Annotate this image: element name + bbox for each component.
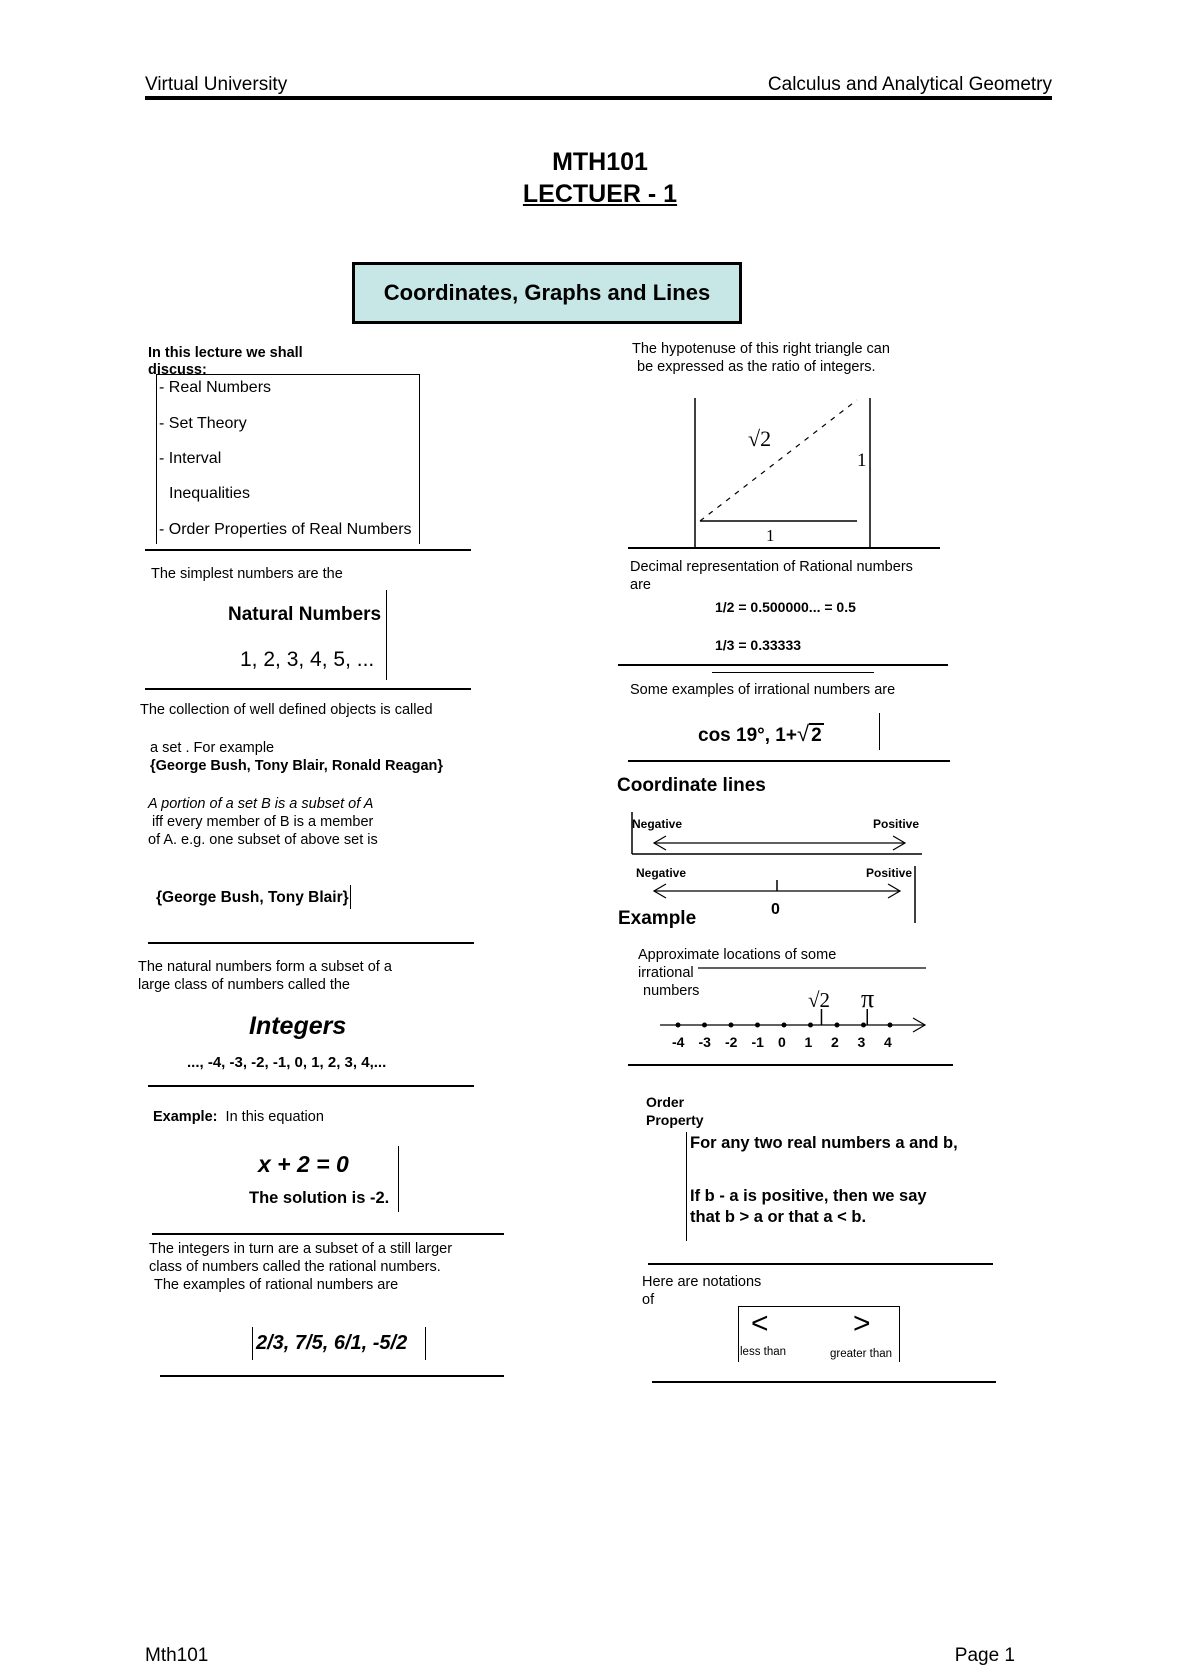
natural-sequence: 1, 2, 3, 4, 5, ...	[240, 648, 375, 671]
sets-definition: The collection of well defined objects is called	[140, 702, 433, 718]
header-left: Virtual University	[145, 74, 288, 95]
number-line-tick-label: 3	[857, 1034, 866, 1050]
integers-sequence: ..., -4, -3, -2, -1, 0, 1, 2, 3, 4,...	[187, 1054, 387, 1071]
sqrt-symbol: √	[796, 721, 810, 746]
approx-line-1: Approximate locations of some	[638, 947, 837, 963]
lecture-title: LECTUER - 1	[522, 180, 678, 208]
order-label-1: Order	[646, 1094, 685, 1110]
topic-item: - Order Properties of Real Numbers	[159, 521, 412, 538]
rationals-line-3: The examples of rational numbers are	[154, 1277, 399, 1293]
topic-item: - Set Theory	[159, 415, 247, 432]
topic-item: - Interval	[159, 450, 222, 467]
number-line-tick-label: -2	[725, 1034, 738, 1050]
hypotenuse-label: √2	[748, 426, 772, 451]
coordinate-lines-title: Coordinate lines	[617, 775, 766, 796]
natural-intro: The simplest numbers are the	[151, 566, 343, 582]
number-line-tick	[729, 1023, 734, 1028]
approx-line-2: irrational	[638, 965, 694, 981]
triangle-line-2: be expressed as the ratio of integers.	[637, 359, 876, 375]
number-line-tick-label: 2	[831, 1034, 839, 1050]
decimals-line-2: are	[630, 577, 651, 593]
sets-example: {George Bush, Tony Blair, Ronald Reagan}	[150, 758, 444, 774]
number-line-tick	[861, 1023, 866, 1028]
divider	[648, 1263, 993, 1265]
rationals-line-2: class of numbers called the rational numbers.	[149, 1259, 441, 1275]
rationals-line-1: The integers in turn are a subset of a still larger	[149, 1241, 453, 1257]
radicand: 2	[811, 725, 822, 746]
notations-line-1: Here are notations	[642, 1274, 762, 1290]
integers-intro-2: large class of numbers called the	[138, 977, 350, 993]
intro-heading: In this lecture we shall discuss:	[148, 345, 303, 378]
sqrt2-label: √2	[808, 988, 831, 1012]
triangle-line-1: The hypotenuse of this right triangle can	[632, 341, 890, 357]
base-label: 1	[766, 526, 775, 545]
number-line-tick-label: -4	[672, 1034, 685, 1050]
number-line-tick-label: 0	[778, 1034, 786, 1050]
pi-label: π	[861, 984, 875, 1013]
integers-intro-1: The natural numbers form a subset of a	[138, 959, 392, 975]
irrational-prefix: cos 19°, 1+	[698, 725, 797, 746]
course-code: MTH101	[552, 148, 648, 176]
example-heading: Example	[618, 908, 697, 929]
natural-title: Natural Numbers	[228, 604, 382, 625]
irrational-intro: Some examples of irrational numbers are	[630, 682, 896, 698]
rational-examples: 2/3, 7/5, 6/1, -5/2	[256, 1332, 408, 1354]
side-label: 1	[857, 450, 867, 471]
notations-line-2: of	[642, 1292, 655, 1308]
topic-title: Coordinates, Graphs and Lines	[383, 280, 711, 305]
example-label: Example:	[153, 1109, 218, 1125]
decimals-line-1: Decimal representation of Rational numbers	[630, 559, 913, 575]
positive-label: Positive	[866, 866, 913, 880]
integers-title: Integers	[249, 1012, 347, 1040]
subset-example: {George Bush, Tony Blair}	[156, 889, 349, 906]
equation-solution: The solution is -2.	[249, 1189, 390, 1207]
negative-label: Negative	[636, 866, 687, 880]
footer-left: Mth101	[145, 1645, 209, 1666]
equation-intro-text: In this equation	[225, 1109, 324, 1125]
footer-right: Page 1	[954, 1645, 1015, 1666]
divider	[652, 1381, 996, 1383]
number-line-tick	[702, 1023, 707, 1028]
divider-vertical	[686, 1132, 687, 1241]
zero-label: 0	[771, 901, 780, 918]
number-line-tick	[782, 1023, 787, 1028]
number-line-tick	[755, 1023, 760, 1028]
notation-box	[738, 1306, 900, 1362]
greater-than-label: greater than	[830, 1348, 893, 1360]
positive-label: Positive	[873, 817, 920, 831]
topic-item: - Real Numbers	[159, 379, 272, 396]
order-line-1: For any two real numbers a and b,	[690, 1134, 958, 1152]
subset-line-2: iff every member of B is a member	[152, 814, 374, 830]
order-line-3: that b > a or that a < b.	[690, 1208, 867, 1226]
subset-line-3: of A. e.g. one subset of above set is	[148, 832, 378, 848]
number-line-tick-label: -1	[751, 1034, 764, 1050]
order-label-2: Property	[646, 1112, 704, 1128]
decimal-example-1: 1/2 = 0.500000... = 0.5	[715, 599, 856, 615]
subset-line-1: A portion of a set B is a subset of A	[148, 796, 374, 812]
greater-than-symbol: >	[853, 1307, 871, 1340]
number-line-tick	[888, 1023, 893, 1028]
order-line-2: If b - a is positive, then we say	[690, 1187, 927, 1205]
less-than-symbol: <	[751, 1307, 769, 1340]
decimal-example-2: 1/3 = 0.33333	[715, 637, 802, 653]
number-line-tick	[835, 1023, 840, 1028]
topic-item: Inequalities	[169, 485, 250, 502]
number-line-tick-label: -3	[698, 1034, 711, 1050]
negative-label: Negative	[632, 817, 683, 831]
number-line-tick-label: 4	[884, 1034, 892, 1050]
divider	[628, 1064, 953, 1066]
approx-line-3: numbers	[643, 983, 700, 999]
header-right: Calculus and Analytical Geometry	[767, 74, 1052, 95]
equation: x + 2 = 0	[258, 1151, 349, 1177]
number-line-tick-label: 1	[804, 1034, 813, 1050]
number-line-tick	[808, 1023, 813, 1028]
less-than-label: less than	[740, 1346, 787, 1358]
sets-set-word: a set . For example	[150, 740, 275, 756]
number-line-tick	[676, 1023, 681, 1028]
